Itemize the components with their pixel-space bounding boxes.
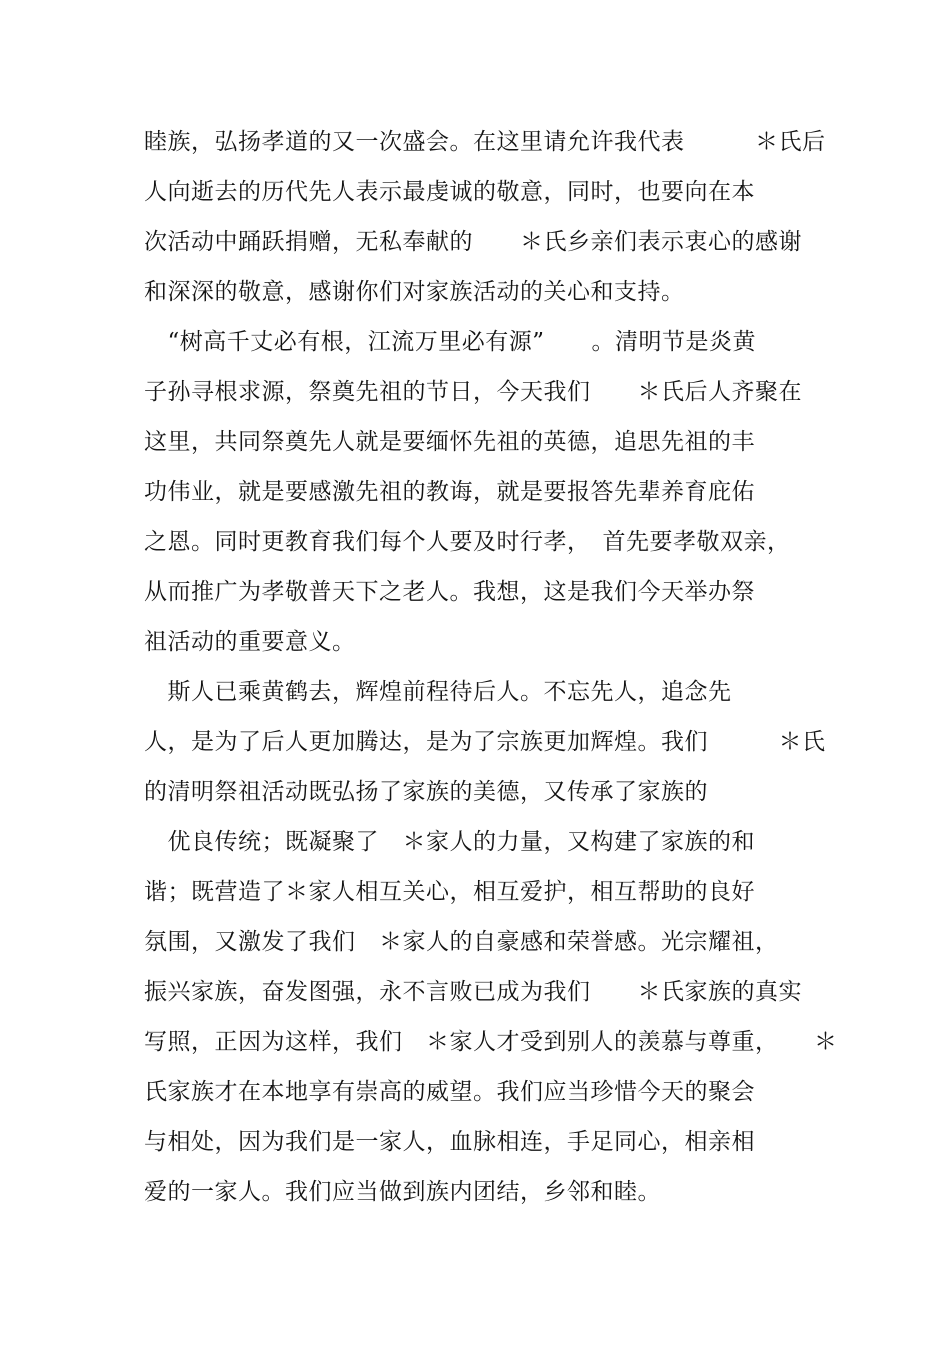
text-line: 子孙寻根求源，祭奠先祖的节日，今天我们 ＊氏后人齐聚在 — [144, 379, 802, 405]
text-line: 优良传统；既凝聚了 ＊家人的力量，又构建了家族的和 — [144, 829, 755, 855]
text-line: 这里，共同祭奠先人就是要缅怀先祖的英德，追思先祖的丰 — [144, 429, 755, 455]
text-line: 氏家族才在本地享有崇高的威望。我们应当珍惜今天的聚会 — [144, 1079, 755, 1105]
text-line: 和深深的敬意，感谢你们对家族活动的关心和支持。 — [144, 279, 685, 305]
text-line: 睦族，弘扬孝道的又一次盛会。在这里请允许我代表 ＊氏后 — [144, 129, 826, 155]
text-line: 与相处，因为我们是一家人，血脉相连，手足同心，相亲相 — [144, 1129, 755, 1155]
text-line: 的清明祭祖活动既弘扬了家族的美德，又传承了家族的 — [144, 779, 708, 805]
text-line: 谐；既营造了＊家人相互关心，相互爱护，相互帮助的良好 — [144, 879, 755, 905]
text-line: 人，是为了后人更加腾达，是为了宗族更加辉煌。我们 ＊氏 — [144, 729, 826, 755]
text-line: 爱的一家人。我们应当做到族内团结，乡邻和睦。 — [144, 1179, 661, 1205]
text-line: 人向逝去的历代先人表示最虔诚的敬意，同时，也要向在本 — [144, 179, 755, 205]
text-line: 从而推广为孝敬普天下之老人。我想，这是我们今天举办祭 — [144, 579, 755, 605]
text-line: 之恩。同时更教育我们每个人要及时行孝， 首先要孝敬双亲， — [144, 529, 791, 555]
text-line: 氛围，又激发了我们 ＊家人的自豪感和荣誉感。光宗耀祖， — [144, 929, 779, 955]
text-line: 功伟业，就是要感激先祖的教诲，就是要报答先辈养育庇佑 — [144, 479, 755, 505]
text-line: 祖活动的重要意义。 — [144, 629, 356, 655]
text-line: 斯人已乘黄鹤去，辉煌前程待后人。不忘先人，追念先 — [144, 679, 732, 705]
text-line: 次活动中踊跃捐赠，无私奉献的 ＊氏乡亲们表示衷心的感谢 — [144, 229, 802, 255]
text-line: 振兴家族，奋发图强，永不言败已成为我们 ＊氏家族的真实 — [144, 979, 802, 1005]
text-line: “树高千丈必有根，江流万里必有源” 。清明节是炎黄 — [144, 329, 757, 355]
text-line: 写照，正因为这样，我们 ＊家人才受到别人的羡慕与尊重， ＊ — [144, 1029, 838, 1055]
